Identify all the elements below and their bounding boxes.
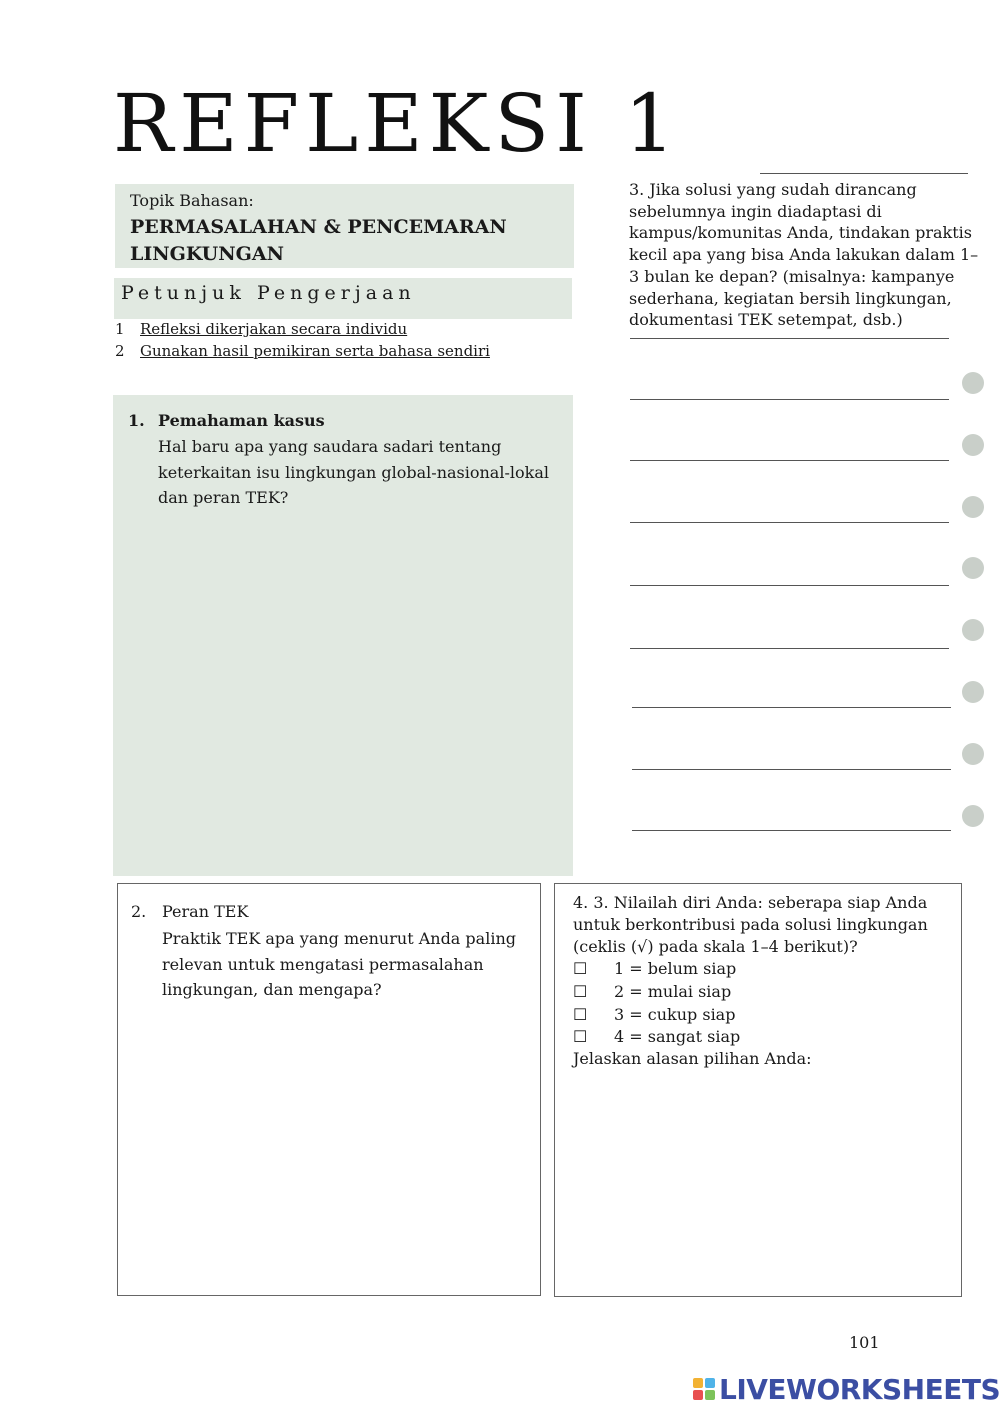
binder-hole bbox=[962, 805, 984, 827]
question-1-number: 1. bbox=[128, 411, 145, 430]
binder-hole bbox=[962, 743, 984, 765]
question-3-top-rule bbox=[760, 173, 968, 174]
question-1-title: Pemahaman kasus bbox=[158, 411, 325, 430]
answer-line[interactable] bbox=[632, 769, 951, 770]
checkbox-icon[interactable]: ☐ bbox=[573, 1027, 588, 1046]
instructions-label: Petunjuk Pengerjaan bbox=[121, 282, 416, 304]
answer-line[interactable] bbox=[630, 399, 949, 400]
page-number: 101 bbox=[849, 1333, 880, 1352]
binder-hole bbox=[962, 557, 984, 579]
question-4-footer: Jelaskan alasan pilihan Anda: bbox=[573, 1049, 812, 1068]
logo-mark-square bbox=[705, 1378, 715, 1388]
question-3-text: 3. Jika solusi yang sudah dirancang sebelumnya ingin diadaptasi di kampus/komunitas Anda, tindakan praktis kecil apa yang bisa Anda lakukan dalam 1–3 bulan ke depan? (misalnya: kampanye sederhana, kegiatan bersih lingkungan, dokumentasi TEK setempat, dsb.) bbox=[629, 180, 979, 330]
checkbox-icon[interactable]: ☐ bbox=[573, 959, 588, 978]
binder-hole bbox=[962, 372, 984, 394]
answer-line[interactable] bbox=[630, 338, 949, 339]
answer-line[interactable] bbox=[630, 585, 949, 586]
page-title: REFLEKSI 1 bbox=[113, 77, 682, 170]
scale-option-label: 1 = belum siap bbox=[614, 959, 737, 978]
answer-line[interactable] bbox=[632, 830, 951, 831]
binder-hole bbox=[962, 434, 984, 456]
binder-hole bbox=[962, 496, 984, 518]
answer-line[interactable] bbox=[630, 460, 949, 461]
scale-option-label: 4 = sangat siap bbox=[614, 1027, 741, 1046]
question-2-title: Peran TEK bbox=[162, 902, 249, 921]
instruction-number: 2 bbox=[115, 342, 125, 360]
topic-label: Topik Bahasan: bbox=[130, 191, 254, 210]
scale-option-label: 2 = mulai siap bbox=[614, 982, 732, 1001]
binder-hole bbox=[962, 681, 984, 703]
scale-option-label: 3 = cukup siap bbox=[614, 1005, 736, 1024]
question-2-text: Praktik TEK apa yang menurut Anda paling relevan untuk mengatasi permasalahan lingkungan, dan mengapa? bbox=[162, 929, 516, 999]
logo-mark-square bbox=[693, 1390, 703, 1400]
topic-title-line2: LINGKUNGAN bbox=[130, 243, 284, 265]
topic-title-line1: PERMASALAHAN & PENCEMARAN bbox=[130, 216, 507, 238]
answer-line[interactable] bbox=[630, 522, 949, 523]
binder-hole bbox=[962, 619, 984, 641]
question-2-number: 2. bbox=[131, 902, 147, 921]
logo-mark-square bbox=[693, 1378, 703, 1388]
liveworksheets-logo[interactable] bbox=[693, 1372, 1000, 1406]
topic-title bbox=[130, 214, 570, 268]
logo-mark-icon bbox=[693, 1378, 715, 1400]
answer-line[interactable] bbox=[630, 648, 949, 649]
logo-text: LIVEWORKSHEETS bbox=[719, 1372, 1000, 1406]
answer-line[interactable] bbox=[632, 707, 951, 708]
instruction-text: Gunakan hasil pemikiran serta bahasa sendiri bbox=[140, 342, 490, 360]
checkbox-icon[interactable]: ☐ bbox=[573, 982, 588, 1001]
instruction-number: 1 bbox=[115, 320, 125, 338]
instruction-text: Refleksi dikerjakan secara individu bbox=[140, 320, 408, 338]
checkbox-icon[interactable]: ☐ bbox=[573, 1005, 588, 1024]
question-4-text: 4. 3. Nilailah diri Anda: seberapa siap Anda untuk berkontribusi pada solusi lingkungan (ceklis (√) pada skala 1–4 berikut)? bbox=[573, 893, 928, 956]
question-1-text: Hal baru apa yang saudara sadari tentang keterkaitan isu lingkungan global-nasional-lokal dan peran TEK? bbox=[158, 437, 549, 507]
logo-mark-square bbox=[705, 1390, 715, 1400]
